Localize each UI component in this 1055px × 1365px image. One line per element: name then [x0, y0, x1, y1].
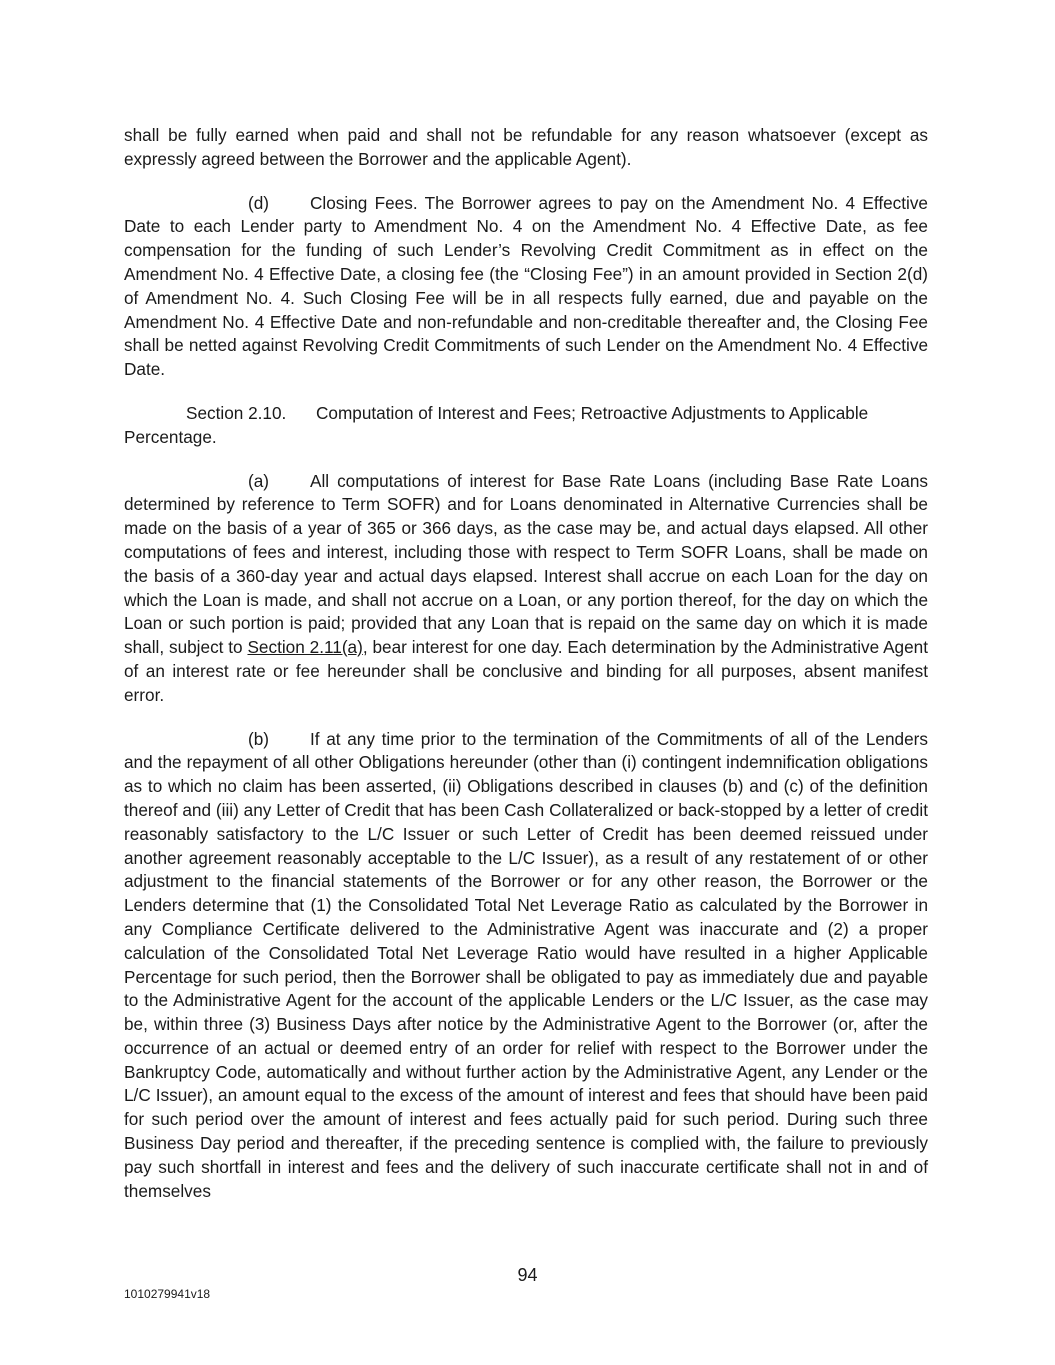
document-id: 1010279941v18 [124, 1287, 211, 1301]
clause-d-label: (d) [248, 192, 270, 213]
clause-a-label: (a) [248, 470, 270, 491]
section-2-11a-reference[interactable]: Section 2.11(a) [247, 637, 363, 658]
clause-b-body: If at any time prior to the termination of the Commitments of all of the Lenders and the repayment of all other Obligations hereunder (other than (i) contingent indemnification obligations as to which no claim has been asserted, (ii) Obligations described in clauses (b) and (c) of the definition thereof and (iii) any Letter of Credit that has been Cash Collateralized or back-stopped by a letter of credit reasonably satisfactory to the L/C Issuer or such Letter of Credit has been deemed reissued under another agreement reasonably acceptable to the L/C Issuer), as a result of any restatement of or other adjustment to the financial statements of the Borrower or for any other reason, the Borrower or the Lenders determine that (1) the Consolidated Total Net Leverage Ratio as calculated by the Borrower in any Compliance Certificate delivered to the Administrative Agent was inaccurate and (2) a proper calculation of the Consolidated Total Net Leverage Ratio would have resulted in a higher Applicable Percentage for such period, then the Borrower shall be obligated to pay as immediately due and payable to the Administrative Agent for the account of the applicable Lenders or the L/C Issuer, as the case may be, within three (3) Business Days after notice by the Administrative Agent to the Borrower (or, after the occurrence of an actual or deemed entry of an order for relief with respect to the Borrower under the Bankruptcy Code, automatically and without further action by the Administrative Agent, any Lender or the L/C Issuer), an amount equal to the excess of the amount of interest and fees that should have been paid for such period over the amount of interest and fees actually paid for such period. During such three Business Day period and thereafter, if the preceding sentence is complied with, the failure to previously pay such shortfall in interest and fees and the delivery of such inaccurate certificate shall not in and of themselves [124, 728, 928, 1201]
page-body [124, 124, 928, 1203]
clause-b-paragraph [124, 728, 928, 1204]
section-number: Section 2.10. [186, 402, 287, 423]
section-heading [124, 402, 928, 450]
clause-a-paragraph [124, 470, 928, 708]
intro-paragraph: shall be fully earned when paid and shall not be refundable for any reason whatsoever (except as expressly agreed between the Borrower and the applicable Agent). [124, 125, 928, 169]
page-number: 94 [517, 1265, 538, 1285]
clause-d-paragraph [124, 192, 928, 382]
clause-b-label: (b) [248, 728, 270, 749]
clause-a-body-end: , bear interest for one day. Each determination by the Administrative Agent of an interest rate or fee hereunder shall be conclusive and binding for all purposes, absent manifest error. [124, 637, 928, 705]
clause-a-body-start: All computations of interest for Base Rate Loans (including Base Rate Loans determined by reference to Term SOFR) and for Loans denominated in Alternative Currencies shall be made on the basis of a year of 365 or 366 days, as the case may be, and actual days elapsed. All other computations of fees and interest, including those with respect to Term SOFR Loans, shall be made on the basis of a 360-day year and actual days elapsed. Interest shall accrue on each Loan for the day on which the Loan is made, and shall not accrue on a Loan, or any portion thereof, for the day on which the Loan or such portion is paid; provided that any Loan that is repaid on the same day on which it is made shall, subject to [124, 470, 928, 658]
clause-d-body: The Borrower agrees to pay on the Amendment No. 4 Effective Date to each Lender party to Amendment No. 4 on the Amendment No. 4 Effective Date, as fee compensation for the funding of such Lender’s Revolving Credit Commitment as in effect on the Amendment No. 4 Effective Date, a closing fee (the “Closing Fee”) in an amount provided in Section 2(d) of Amendment No. 4. Such Closing Fee will be in all respects fully earned, due and payable on the Amendment No. 4 Effective Date and non-refundable and non-creditable thereafter and, the Closing Fee shall be netted against Revolving Credit Commitments of such Lender on the Amendment No. 4 Effective Date. [124, 192, 928, 380]
section-title: Computation of Interest and Fees; Retroactive Adjustments to Applicable Percentage. [124, 402, 869, 447]
clause-d-title: Closing Fees. [310, 192, 418, 213]
